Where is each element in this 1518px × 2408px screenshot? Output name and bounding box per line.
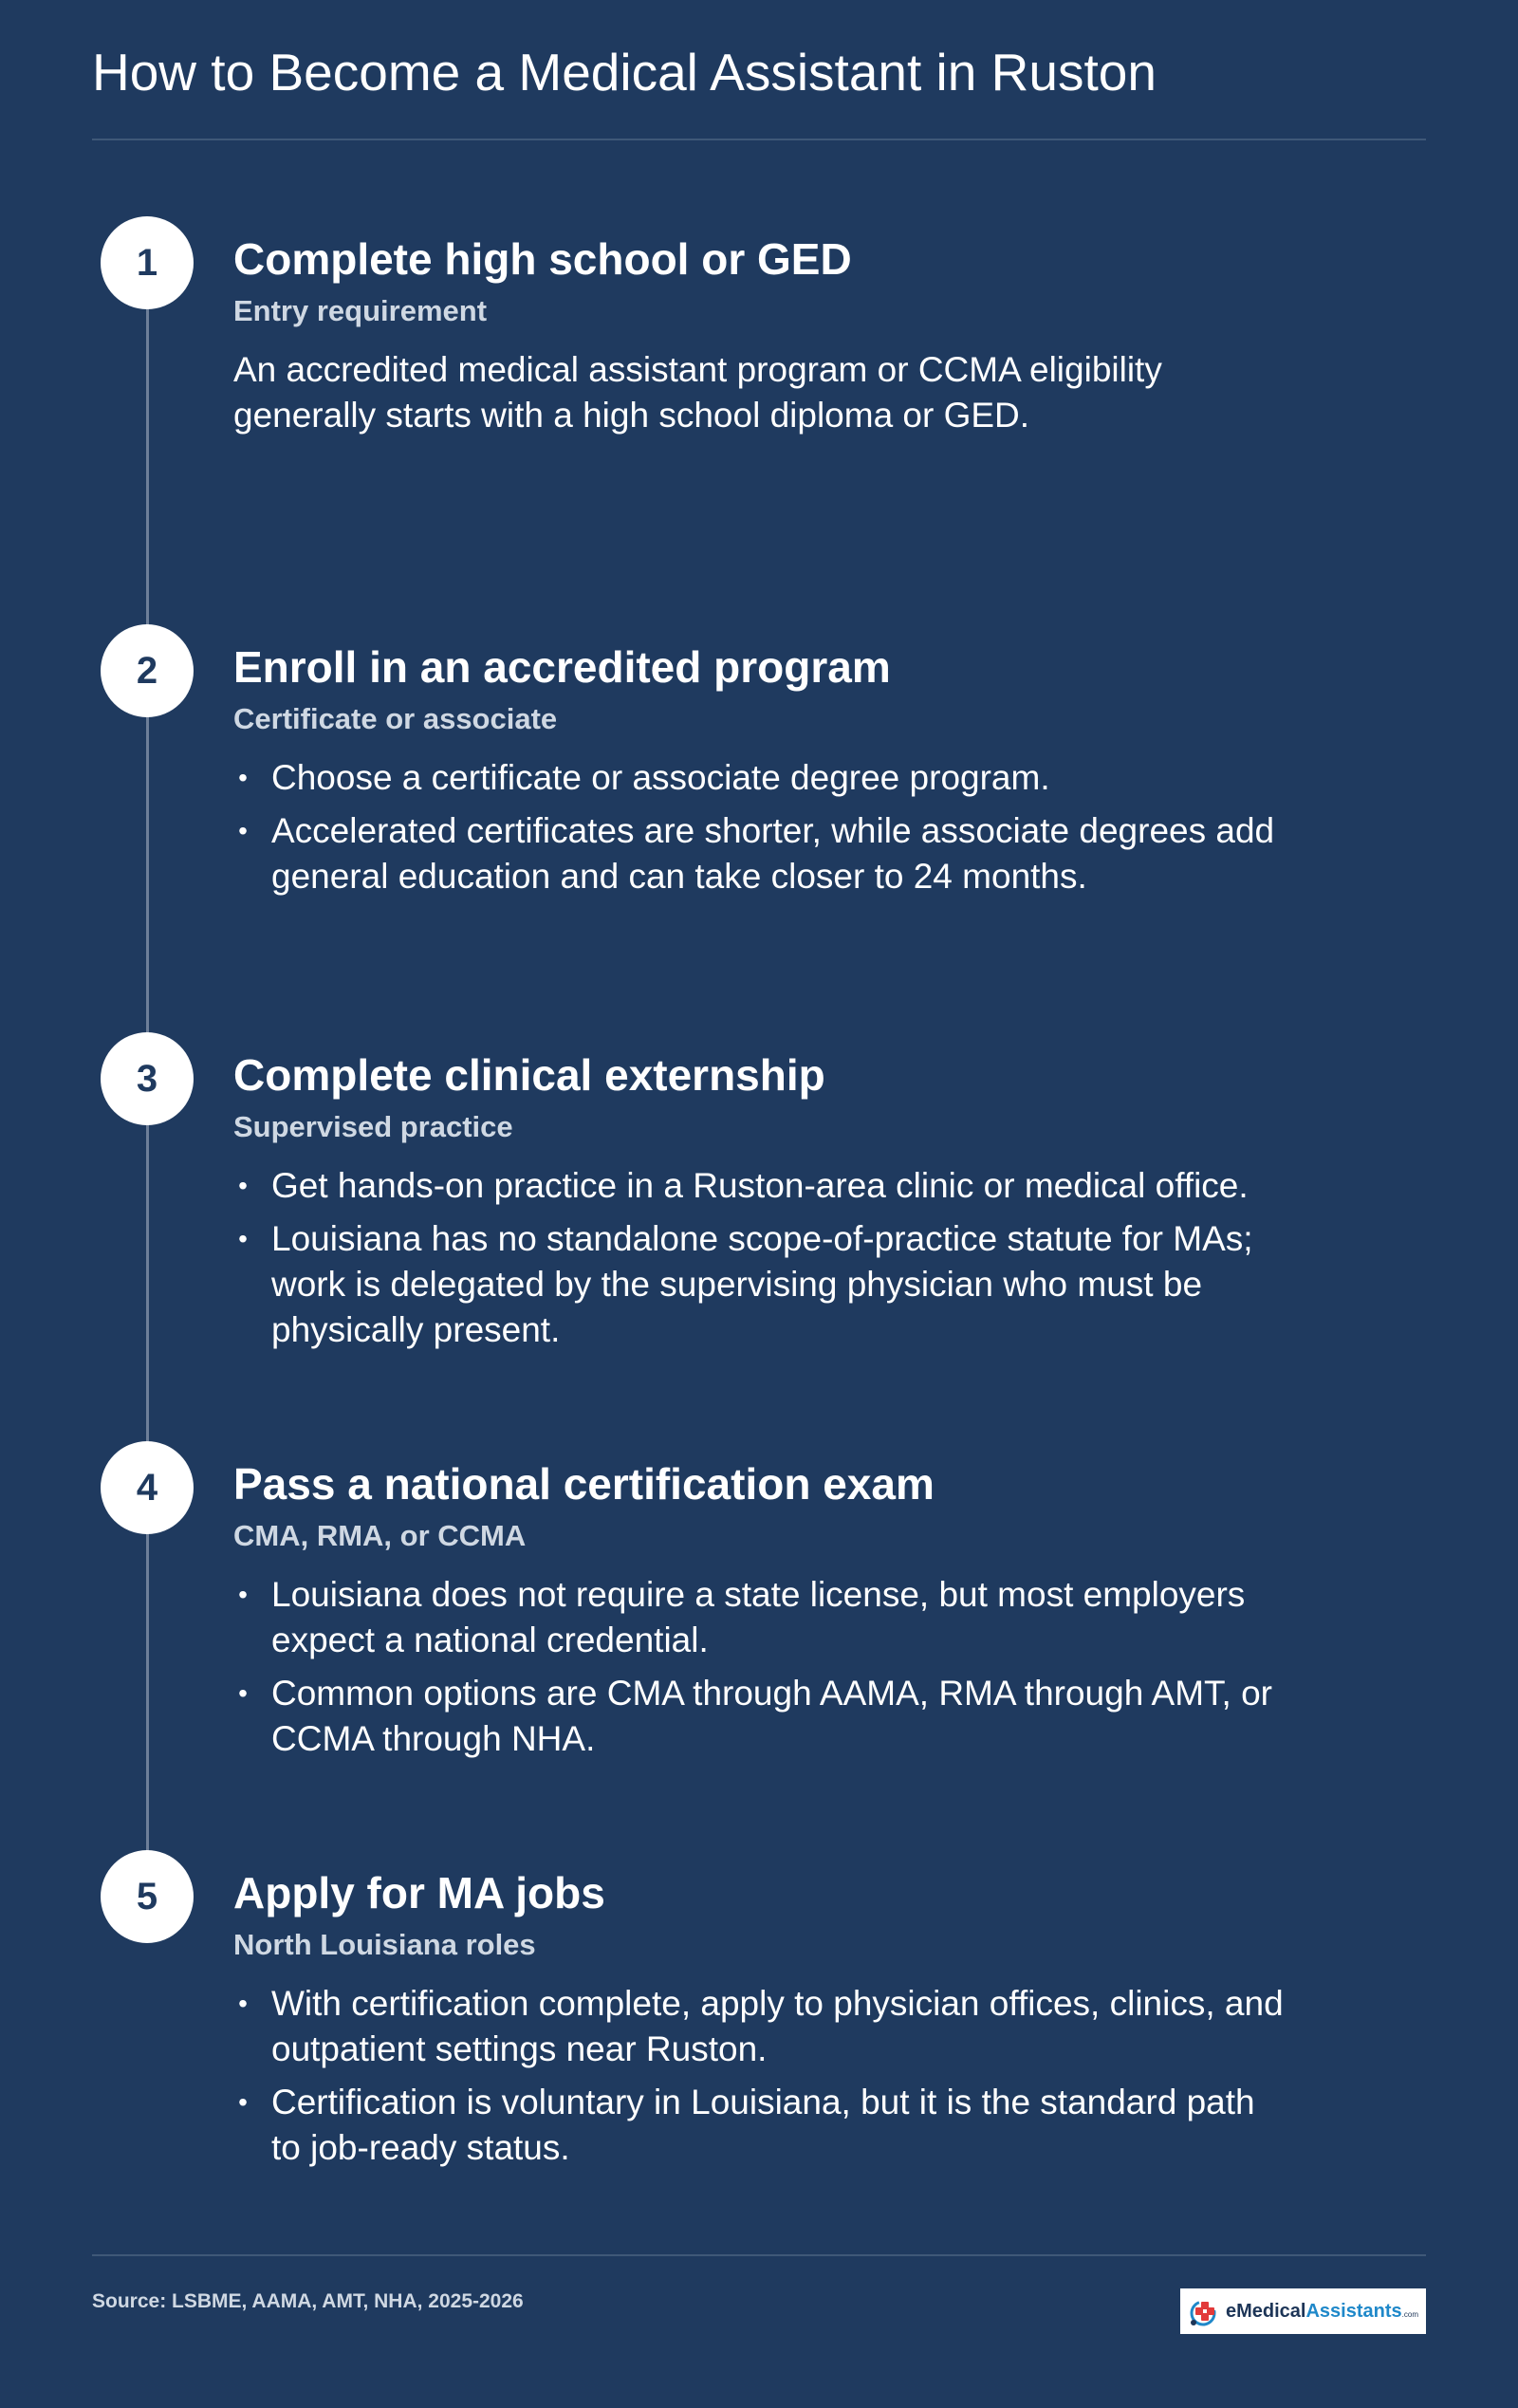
step-subtitle: North Louisiana roles — [233, 1928, 536, 1962]
step-content — [233, 1032, 1287, 1361]
step-number-badge: 1 — [101, 216, 194, 309]
bullet-text: Choose a certificate or associate degree program. — [271, 758, 1050, 798]
step-subtitle: Entry requirement — [233, 294, 488, 328]
step-description: An accredited medical assistant program or CCMA eligibility generally starts with a high school diploma or GED. — [233, 350, 1162, 435]
list-item — [233, 808, 1287, 899]
step-content — [233, 624, 1287, 907]
list-item — [233, 1163, 1287, 1209]
bullet-icon: • — [238, 2087, 248, 2118]
bullet-text: With certification complete, apply to physician offices, clinics, and outpatient settings near Ruston. — [271, 1984, 1284, 2069]
step-content — [233, 1441, 1287, 1769]
list-item — [233, 1981, 1287, 2072]
step-title: Enroll in an accredited program — [233, 642, 891, 692]
bullet-text: Get hands-on practice in a Ruston-area clinic or medical office. — [271, 1166, 1249, 1206]
step-number-badge: 4 — [101, 1441, 194, 1534]
list-item — [233, 1572, 1287, 1663]
list-item — [233, 2080, 1287, 2171]
step-bullet-list — [233, 1572, 1287, 1762]
page-title: How to Become a Medical Assistant in Ruston — [92, 43, 1157, 102]
step-number-badge: 5 — [101, 1850, 194, 1943]
step-title: Pass a national certification exam — [233, 1459, 935, 1509]
list-item — [233, 755, 1287, 801]
footer-divider — [92, 2254, 1426, 2256]
step-content — [233, 216, 1287, 438]
bullet-text: Louisiana has no standalone scope-of-practice statute for MAs; work is delegated by the supervising physician who must be physically present. — [271, 1219, 1253, 1350]
bullet-icon: • — [238, 763, 248, 793]
list-item — [233, 1216, 1287, 1353]
medical-cross-icon — [1186, 2292, 1224, 2330]
step-bullet-list — [233, 1163, 1287, 1353]
bullet-icon: • — [238, 1171, 248, 1201]
bullet-icon: • — [238, 1989, 248, 2019]
bullet-text: Louisiana does not require a state license, but most employers expect a national credential. — [271, 1575, 1246, 1660]
bullet-icon: • — [238, 1678, 248, 1709]
bullet-icon: • — [238, 816, 248, 846]
bullet-icon: • — [238, 1224, 248, 1254]
step-number-badge: 3 — [101, 1032, 194, 1125]
step-bullet-list — [233, 1981, 1287, 2171]
step-title: Apply for MA jobs — [233, 1868, 605, 1917]
step-bullet-list — [233, 755, 1287, 899]
step-subtitle: Supervised practice — [233, 1110, 513, 1144]
step-subtitle: CMA, RMA, or CCMA — [233, 1519, 527, 1553]
bullet-text: Certification is voluntary in Louisiana, but it is the standard path to job-ready status. — [271, 2083, 1255, 2168]
step-title: Complete high school or GED — [233, 234, 852, 284]
brand-logo[interactable] — [1180, 2288, 1426, 2334]
step-number-badge: 2 — [101, 624, 194, 717]
step-subtitle: Certificate or associate — [233, 702, 558, 736]
header-divider — [92, 139, 1426, 140]
step-title: Complete clinical externship — [233, 1050, 825, 1100]
list-item — [233, 1671, 1287, 1762]
source-note: Source: LSBME, AAMA, AMT, NHA, 2025-2026 — [92, 2290, 524, 2312]
bullet-text: Common options are CMA through AAMA, RMA through AMT, or CCMA through NHA. — [271, 1674, 1272, 1759]
bullet-text: Accelerated certificates are shorter, while associate degrees add general education and can take closer to 24 months. — [271, 811, 1275, 897]
bullet-icon: • — [238, 1580, 248, 1610]
logo-text: eMedicalAssistants.com — [1226, 2300, 1418, 2322]
step-content — [233, 1850, 1287, 2178]
